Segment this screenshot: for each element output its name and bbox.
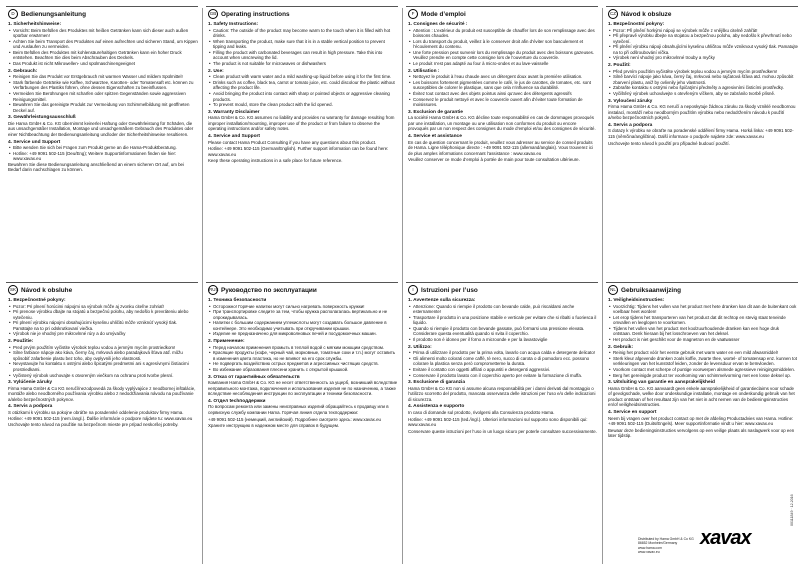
bullet-item: • Conservare il prodotto lavato con il coperchio aperto per evitare la formazione di muffa. [408, 373, 598, 379]
section [608, 123, 798, 146]
paragraph: Hotline: +49 9091 502-115 (ted./ingl.). Ulteriori informazioni sul supporto sono disponibili qui: www.xavax.eu [408, 416, 588, 428]
section [208, 375, 398, 397]
bullet-item: • Во избежание образования плесени хранить с открытой крышкой. [208, 367, 398, 373]
column-gr [608, 9, 798, 279]
col-divider-2 [402, 8, 403, 564]
paragraph: En cas de question concernant le produit, veuillez vous adresser au service de conseil produits de Hama. Ligne téléphonique directe : +49 9091 502-115 (allemand/anglais). Vous trouverez ici de plus amples informations concernant l’assistance : www.xavax.eu [408, 139, 594, 156]
paragraph: Храните инструкцию в надежном месте для справок в будущем. [208, 423, 340, 429]
paragraph: Hama GmbH & Co KG non si assume alcuna responsabilità per i danni derivati dal montaggio o l’utilizzo scorretto del prodotto, mancata osservanza delle istruzioni per l’uso e/o delle indicazioni di sicurezza. [408, 385, 596, 402]
section [408, 404, 598, 434]
language-badge: D [8, 9, 18, 19]
section [408, 345, 598, 378]
distributor-address [638, 537, 698, 555]
paragraph: Firma Hama GmbH & Co. KG neručí a neposkytuje žádnou záruku za škody vzniklé neodbornou instalací, montáží nebo neodborným použitím výrobku nebo nedodržením návodu k použití a/nebo bezpečnostních pokynů. [608, 104, 796, 121]
bullet-item: • Vyčištěný výrobek uchovávejte s otevřeným víčkem, aby se zabránilo tvorbě plísně. [608, 91, 798, 97]
section [608, 380, 798, 408]
paragraph: Die Hama GmbH & Co. KG übernimmt keinerlei Haftung oder Gewährleistung für Schäden, die aus unsachgemäßer Installation, Montage und unsachgemäßem Gebrauch des Produktes oder einer Nichtbeachtung der Bedienungsanleitung und/oder der Sicherheitshinweise resultieren. [8, 120, 194, 137]
paragraph: S otázkami k výrobku sa pokojne obráťte na poradenské oddelenie produktov firmy Hama. Hotline: +49 9091 502-115 (nem./angl.). Ďalšie informácie o podpore nájdete tu: www.xavax.eu [8, 409, 193, 421]
bullet-item: • Quando si riempie il prodotto con bevande gassate, può formarsi una pressione elevata. Considerare questa eventualità quando si svita il coperchio. [408, 326, 598, 337]
paragraph: Uschovajte tento návod na použitie na bezpečnom mieste pre prípad neskoršej potreby. [8, 422, 179, 428]
paragraph: In caso di domande sul prodotto, rivolgersi alla Consulenza prodotto Hama. [408, 409, 555, 415]
column-cz [8, 285, 198, 555]
column-header [8, 9, 198, 19]
bullet-item: • Berg het gereinigde product ter voorkoming van schimmelvorming met een losse deksel op. [608, 373, 798, 379]
paragraph: Hama GmbH & Co. KG aanvaardt geen enkele aansprakelijkheid of garantieclaims voor schade of gevolgschade, welke door ondeskundige installatie, montage en ondeskundig gebruik van het product ontstaan of het resultaat zijn van het niet in acht nemen van de bedieningsinstructies en/of veiligheidsinstructies. [608, 385, 795, 408]
section [408, 22, 598, 67]
column-title: Návod k obsluze [621, 10, 672, 18]
section [8, 380, 198, 402]
bullet-item: • Stark färbende Getränke wie Kaffee, Schwarztee, Karotten- oder Tomatensaft etc. können zu Verfärbungen des Plastiks führen, ohne dessen Eigenschaften zu beeinflussen. [8, 80, 198, 91]
section [8, 115, 198, 137]
section [8, 69, 198, 114]
bullet-item: • Silne farbiace nápoje ako káva, čierny čaj, mrkvová alebo paradajková šťava atď. môžu spôsobiť zafarbenie plastu bez toho, aby ovplyvnili jeho vlastnosti. [8, 350, 198, 361]
section [608, 63, 798, 96]
section-heading: 4. Servis a podpora [8, 404, 53, 410]
bullet-item: • Pri plnení výrobku nápojmi obsahujúcimi kyselinu uhličitú môže vzniknúť vysoký tlak. Pamätajte na to pri odskrutkovaní viečka. [8, 320, 198, 331]
section-heading: 2. Utilizzo: [408, 344, 432, 350]
bullet-item: • Reinig het product vóór het eerste gebruik met warm water en een mild afwasmiddel! [608, 350, 798, 356]
section [608, 410, 798, 439]
bullet-item: • Caution: The outside of the product may become warm to the touch when it is filled with hot drinks. [208, 28, 398, 39]
bullet-item: • Напитки с большим содержанием углекислоты могут создавать большое давление в контейнере. Это необходимо учитывать при откручивании крышки. [208, 320, 398, 331]
bullet-item: • Pozor: Při plnění horkými nápoji se výrobek může z vnějšku citelně zahřát! [608, 28, 798, 34]
section [608, 345, 798, 378]
bullet-item: • Pozor: Pri plnení horúcimi nápojmi sa výrobok môže aj zvonku citeľne zohriať! [8, 304, 198, 310]
bullet-item: • Let erop tijdens het transporteren van het product dat dit rechtop en stevig staat teneinde omvallen en leeglopen te voorkomen. [608, 315, 798, 326]
bullet-item: • Gli alimenti molto colorati come caffè, tè nero, succo di carota o di pomodoro ecc. possono colorare la plastica senza però comprometterne la durata. [408, 356, 598, 367]
section-heading: 1. Bezpečnostní pokyny: [608, 22, 665, 27]
address-line: 86652 Monheim/Germany [638, 541, 678, 546]
paragraph: Conservare queste istruzioni per l’uso in un luogo sicuro per poterle consultare successivamente. [408, 428, 597, 434]
section [408, 380, 598, 402]
language-badge: GB [208, 9, 218, 19]
paragraph: Veuillez conserver ce mode d’emploi à portée de main pour toute consultation ultérieure. [408, 157, 580, 163]
column-de [8, 9, 198, 279]
bullet-item: • Trasportare il prodotto in una posizione stabile e verticale per evitare che si ribalti o fuoriesca il liquido. [408, 315, 598, 326]
bullet-item: • Nevystavujte ho kontaktu s ostrými alebo špicatými predmetmi ani s agresívnymi čistiacimi prostriedkami. [8, 361, 198, 372]
bullet-item: • Při přepravě výrobku dbejte na stojatou a bezpečnou polohu, aby nedošlo k převrhnutí nebo vytečení. [608, 33, 798, 44]
section-heading: 3. Gewährleistungsausschluß [8, 115, 76, 121]
section-heading: 3. Warranty Disclaimer [208, 109, 260, 115]
column-it [408, 285, 598, 555]
section-heading: 3. Отказ от гарантийных обязательств [208, 374, 300, 380]
paragraph: La société Hama GmbH & Co. KG décline toute responsabilité en cas de dommages provoqués par une installation, un montage ou une utilisation non conformes du produit ou encore provoqués par un non respect des consignes du mode d’emploi et/ou des consignes de sécurité. [408, 115, 596, 132]
bullet-item: • Filling the product with carbonated beverages can result in high pressure. Take this into account when unscrewing the lid. [208, 50, 398, 61]
section [408, 69, 598, 108]
bullet-item: • Vyčistený výrobok uschovajte s otvoreným viečkom na ochranu proti tvorbe plesní. [8, 373, 198, 379]
section [208, 69, 398, 108]
mid-rule-4 [606, 282, 798, 283]
language-badge: F [408, 9, 418, 19]
paragraph: Bewahren Sie diese Bedienungsanleitung anschließend an einem sicheren Ort auf, um bei Bedarf darin nachschlagen zu können. [8, 161, 184, 173]
section-heading: 4. Servis a podpora [608, 122, 653, 128]
bullet-item: • Hotline: +49 9091 502-115 (Deu/Eng); Weitere Supportinformationen finden sie hier: www.xavax.eu [8, 151, 198, 162]
column-title: Operating instructions [221, 10, 290, 18]
section-heading: 2. Применение: [208, 339, 245, 345]
bullet-item: • Не подвергать воздействию острых предметов и агрессивных чистящих средств. [208, 361, 398, 367]
bullet-item: • Vermeiden Sie Berührungen mit scharfen oder spitzen Gegenständen sowie aggressiven Reinigungsmittel. [8, 91, 198, 102]
section-heading: 2. Gebruik: [608, 344, 634, 350]
column-header [408, 285, 598, 295]
bullet-item: • Před prvním použitím vyčistěte výrobek teplou vodou a jemným mycím prostředkem! [608, 69, 798, 75]
section-heading: 3. Exclusion de garantie [408, 109, 463, 115]
bullet-item: • Évitez tout contact avec des objets pointus ainsi qu’avec des détergents agressifs [408, 91, 598, 97]
bullet-item: • Zabraňte kontaktu s ostrými nebo špičatými předměty a agresivními čisticími prostředky. [608, 85, 798, 91]
top-rule-2 [206, 6, 398, 7]
section-heading: 4. Service en support [608, 410, 657, 415]
paragraph: +49 9091 502-115 (немецкий, английский). Подробнее смотрите здесь: www.xavax.eu [208, 416, 381, 422]
column-title: Руководство по эксплуатации [221, 286, 317, 294]
bullet-item: • Bewahren Sie das gereinigte Produkt zur Vermeidung von Schimmelbildung mit geöffneten Deckel auf. [8, 102, 198, 113]
bullet-item: • The product is not suitable for microwaves or dishwashers [208, 61, 398, 67]
xavax-logo [700, 527, 751, 550]
column-header [8, 285, 198, 295]
bullet-item: • Nettoyez le produit à l’eau chaude avec un détergent doux avant la première utilisation. [408, 74, 598, 80]
section-heading: 4. Service und Support [8, 139, 61, 145]
section [8, 22, 198, 67]
bullet-item: • Výrobok nie je vhodný pre mikrovlnné rúry a do umývačky [8, 331, 198, 337]
column-title: Návod k obsluhe [21, 286, 73, 294]
section [608, 298, 798, 343]
paragraph: Neem bij vragen over het product contact op met de afdeling Productadvies van Hama. Hotline: +49 9091 502-115 (Duits/Engels). Meer supportinformatie vindt u hier: www.xavax.eu [608, 415, 794, 427]
paragraph: Компания Hama GmbH & Co. KG не несет ответственность за ущерб, возникший вследствие неправильного монтажа, подключения и использования изделия не по назначению, а также вследствие несоблюдения инструкции по эксплуатации и техники безопасности. [208, 380, 398, 397]
section-heading: 1. Veiligheidsinstructies: [608, 298, 665, 303]
bullet-item: • Voorkom contact met scherpe of puntige voorwerpen alsmede agressieve reinigingsmiddelen. [608, 367, 798, 373]
column-gb [208, 9, 398, 279]
section-heading: 3. Uitsluiting van garantie en aansprakelijkheid [608, 380, 715, 386]
section [208, 22, 398, 67]
bullet-item: • Das Produkt ist nicht Mikrowellen- und spülmaschinengeeignet [8, 61, 198, 67]
bullet-item: • Drinks such as coffee, black tea, carrot or tomato juice, etc. could discolour the plastic without affecting the product life. [208, 80, 398, 91]
paragraph: По вопросам ремонта или замены неисправных изделий обращайтесь к продавцу или в сервисную службу компании Hama. Горячая линия отдела техподдержки: [208, 404, 389, 415]
bullet-item: • Výrobek není vhodný pro mikrovlnné trouby a myčky [608, 55, 798, 61]
bullet-item: • Осторожно! Горячие напитки могут сильно нагревать поверхность кружки! [208, 304, 398, 310]
top-rule-1 [6, 6, 198, 7]
mid-rule-2 [206, 282, 398, 283]
section [8, 298, 198, 337]
bullet-item: • Het product is niet geschikt voor de magnetron en de vaatwasser [608, 337, 798, 343]
column-title: Bedienungsanleitung [21, 10, 86, 18]
section [408, 110, 598, 132]
bullet-item: • Evitare il contatto con oggetti affilati o appuntiti e detergenti aggressivi. [408, 367, 598, 373]
column-ru [208, 285, 398, 555]
bullet-item: • Voorzichtig: Tijdens het vullen van het product met hete dranken kan dit aan de buitenkant ook voelbaar heet worden! [608, 304, 798, 315]
bullet-item: • Lors du transport du produit, veillez à le conserver droit afin d’éviter son basculement et l’écoulement du contenu. [408, 39, 598, 50]
section [8, 339, 198, 378]
section [8, 140, 198, 173]
section [408, 298, 598, 343]
paragraph: Uschovejte tento návod k použití pro případné budoucí použití. [608, 140, 730, 146]
bullet-item: • Перед началом применения промыть в теплой водой с мягким моющим средством. [208, 345, 398, 351]
brand-name: xavax [700, 527, 751, 549]
section [208, 298, 398, 337]
section [608, 22, 798, 61]
bullet-item: • Vorsicht: Beim Befüllen des Produktes mit heißen Getränken kann sich dieser auch außen spürbar erwärmen! [8, 28, 198, 39]
bullet-item: • Beim Befüllen des Produktes mit kohlensäurehaltigen Getränken kann ein hoher Druck entstehen. Beachten Sie dies beim Abschrauben des Deckels. [8, 50, 198, 61]
col-divider-3 [602, 8, 603, 564]
section-heading: 4. Service et assistance [408, 134, 462, 139]
section-heading: 2. Utilisation : [408, 68, 440, 74]
section-heading: 2. Použitie: [8, 339, 34, 345]
mid-rule-3 [406, 282, 598, 283]
bullet-item: • Reinigen Sie das Produkt vor Erstgebrauch mit warmen Wasser und mildem Spülmittel! [8, 74, 198, 80]
bullet-item: • To prevent mould, store the clean product with the lid opened. [208, 102, 398, 108]
document-code: 00111849 · 12.2016 [790, 494, 794, 526]
address-line: www.xavax.eu [638, 550, 660, 555]
section-heading: 4. Assistenza e supporto [408, 404, 465, 410]
section-heading: 3. Vylúčenie záruky [8, 380, 53, 386]
section-heading: 1. Техника безопасности [208, 298, 267, 303]
mid-rule-1 [6, 282, 198, 283]
bullet-item: • Une forte pression peut survenir lors du remplissage du produit avec des boissons gazeuses. Veuillez prendre en compte cette consigne lors de l’ouverture du couvercle. [408, 50, 598, 61]
section-heading: 2. Use: [208, 68, 224, 74]
bullet-item: • Attention : L’extérieur du produit est susceptible de chauffer lors de son remplissage avec des boissons chaudes. [408, 28, 598, 39]
paragraph: Keep these operating instructions in a safe place for future reference. [208, 158, 343, 164]
section-heading: 1. Sicherheitshinweise: [8, 22, 62, 27]
bullet-item: • When transporting the product, make sure that it is in a stable vertical position to prevent tipping and leaks. [208, 39, 398, 50]
address-line: Distributed by Hama GmbH & Co KG [638, 537, 694, 541]
language-badge: CZ [608, 9, 618, 19]
section-heading: 4. Отдел techподдержки [208, 398, 266, 404]
column-fr [408, 9, 598, 279]
bullet-item: • Il prodotto non è idoneo per il forno a microonde e per la lavastoviglie [408, 337, 598, 343]
bullet-item: • Изделие не предназначено для микроволновых печей и посудомоечных машин. [208, 331, 398, 337]
paragraph: S dotazy k výrobku se obraťte na poradenské oddělení firmy Hama. Horká linka: +49 9091 502-115 (němčina/angličtina). Další informace o podpoře najdete zde: www.xavax.eu [608, 128, 794, 139]
bullet-item: • При транспортировке следите за тем, чтобы кружка располагалась вертикально и не опрокидывалась. [208, 309, 398, 320]
section [208, 110, 398, 132]
col-divider-1 [202, 8, 203, 564]
bullet-item: • Красящие продукты (кофе, черный чай, морковные, томатные соки и т.п.) могут оставить в изменения цвета пластика, но не влияют на его срок службы. [208, 350, 398, 361]
top-rule-4 [606, 6, 798, 7]
section-heading: 3. Vyloučení záruky [608, 98, 653, 104]
section [208, 134, 398, 164]
language-badge: RUS [208, 285, 218, 295]
section [608, 99, 798, 121]
column-header [208, 9, 398, 19]
paragraph: Firma Hama GmbH & Co KG neručí/nezodpovedá za škody vyplývajúce z neodbornej inštalácie, montáže alebo neodborného používania výrobku alebo z nedodržiavania návodu na používanie a/alebo bezpečnostných pokynov. [8, 385, 196, 402]
bullet-item: • Conservez le produit nettoyé et avec le couvercle ouvert afin d’éviter toute formation de moisissures. [408, 97, 598, 108]
bullet-item: • Prima di utilizzare il prodotto per la prima volta, lavarlo con acqua calda e detergente delicato! [408, 350, 598, 356]
section [208, 399, 398, 429]
column-nl [608, 285, 798, 515]
address-line: www.hama.com [638, 545, 662, 550]
bullet-item: • Le produit n’est pas adapté au four à micro-ondes et au lave-vaisselle [408, 61, 598, 67]
column-header [608, 285, 798, 295]
bullet-item: • Při plnění výrobku nápoji obsahujícími kyselinu uhličitou může vzniknout vysoký tlak. Pamatujte na to při odšroubování víčka. [608, 44, 798, 55]
paragraph: Hotline: +49 9091 502-115 (German/English). Further support information can be found here: www.xavax.eu [208, 146, 389, 157]
section-heading: 1. Bezpečnostné pokyny: [8, 298, 66, 303]
section-heading: 1. Consignes de sécurité : [408, 22, 468, 27]
bullet-item: • Tijdens het vullen van het product met koolzuurhoudende dranken kan een hoge druk ontstaan. Denk hieraan bij het losschroeven van het deksel. [608, 326, 798, 337]
bullet-item: • Clean product with warm water and a mild washing-up liquid before using it for the first time. [208, 74, 398, 80]
column-header [408, 9, 598, 19]
column-title: Mode d’emploi [421, 10, 466, 18]
language-badge: I [408, 285, 418, 295]
section [208, 339, 398, 372]
section-heading: 4. Service and Support [208, 134, 260, 139]
language-badge: SK [8, 285, 18, 295]
section [8, 404, 198, 427]
section-heading: 2. Použití: [608, 63, 631, 69]
bullet-item: • Bitte wenden Sie sich bei Fragen zum Produkt gerne an die Hama-Produktberatung. [8, 145, 198, 151]
column-header [208, 285, 398, 295]
bullet-item: • Sterk kleur afgevende dranken zoals koffie, zwarte thee, wortel- of tomatensap enz. kunnen tot verkleuringen van het kunststof leiden, zonder de levensduur ervan te beïnvloeden. [608, 356, 798, 367]
section [408, 134, 598, 163]
language-badge: NL [608, 285, 618, 295]
bullet-item: • Pred prvým použitím vyčistite výrobok teplou vodou a jemným mycím prostriedkom! [8, 345, 198, 351]
section-heading: 1. Safety Instructions: [208, 22, 259, 27]
bullet-item: • Pri prenose výrobku dbajte na stojatú a bezpečnú polohu, aby nedošlo k prevráteniu alebo vytečeniu. [8, 309, 198, 320]
top-rule-3 [406, 6, 598, 7]
bullet-item: • Silně barvící nápoje jako káva, černý čaj, mrkvová nebo rajčatová šťáva atd. mohou způsobit zbarvení plastu, aniž by ovlivnily jeho vlastnosti. [608, 74, 798, 85]
section-heading: 1. Avvertenze sulla sicurezza: [408, 298, 476, 303]
column-title: Istruzioni per l’uso [421, 286, 478, 294]
section-heading: 2. Gebrauch: [8, 68, 38, 74]
bullet-item: • Les boissons fortement pigmentées comme le café, le jus de carottes, de tomates, etc. sont susceptibles de colorer le plastique, sans que cela n’influence sa durabilité. [408, 80, 598, 91]
bullet-item: • Avoid bringing the product into contact with sharp or pointed objects or aggressive cleaning products. [208, 91, 398, 102]
paragraph: Please contact Hama Product Consulting if you have any questions about this product. [208, 139, 377, 145]
paragraph: Bewaar deze bedieningsinstructies vervolgens op een veilige plaats als naslagwerk voor op een later tijdstip. [608, 427, 795, 439]
column-header [608, 9, 798, 19]
paragraph: Hama GmbH & Co. KG assumes no liability and provides no warranty for damage resulting from improper installation/mounting, improper use of the product or from failure to observe the operating instructions and/or safety notes. [208, 115, 395, 132]
column-title: Gebruiksaanwijzing [621, 286, 682, 294]
bullet-item: • Achten Sie beim Transport des Produktes auf einen aufrechten und sicheren Stand, um Kippen und Auslaufen zu vermeiden. [8, 39, 198, 50]
bullet-item: • Attenzione: Quando si riempie il prodotto con bevande calde, può riscaldarsi anche esternamente! [408, 304, 598, 315]
section-heading: 3. Esclusione di garanzia [408, 380, 466, 386]
